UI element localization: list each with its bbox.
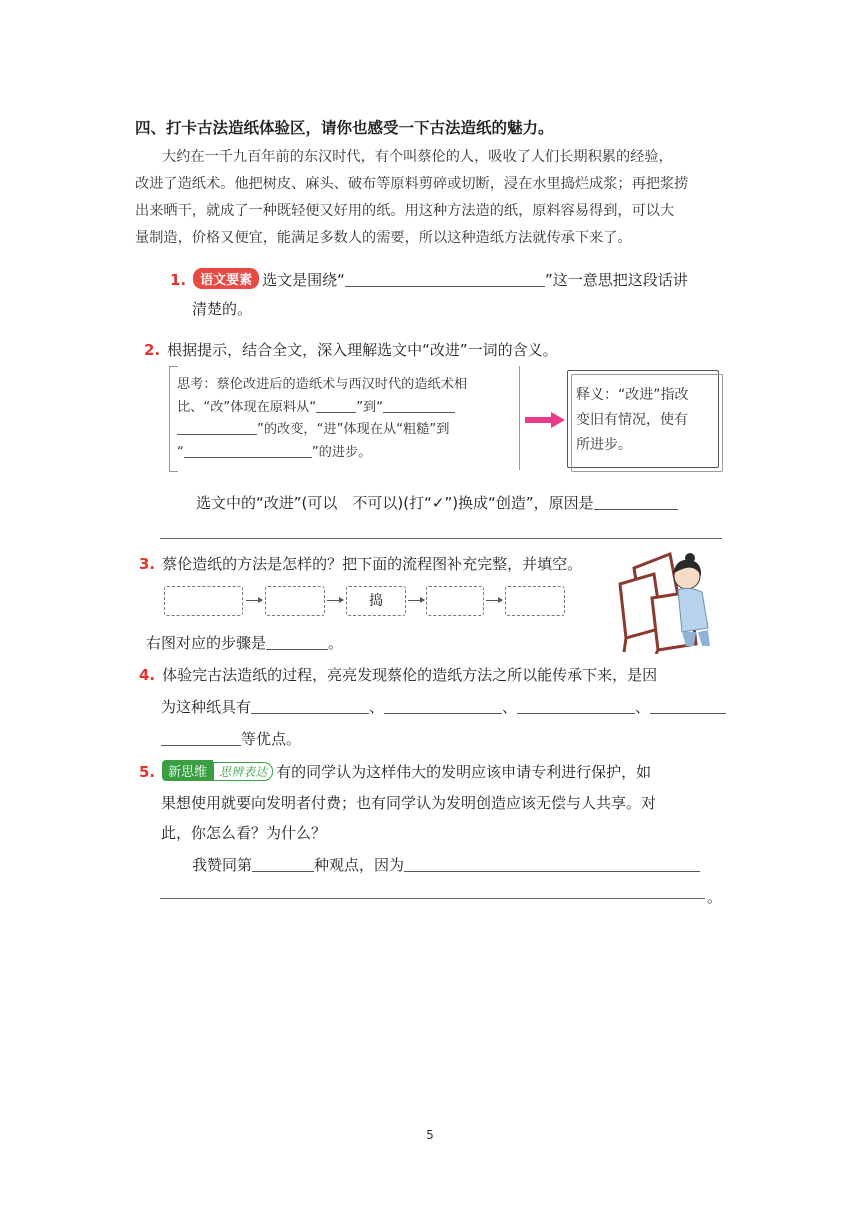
flow-arrow xyxy=(327,600,343,601)
q5-line-2: 果想使用就要向发明者付费；也有同学认为发明创造应该无偿与人共享。对 xyxy=(161,794,657,812)
think-box xyxy=(169,366,520,470)
passage-line: 量制造，价格又便宜，能满足多数人的需要，所以这种造纸方法就传承下来了。 xyxy=(135,230,632,246)
flow-box-1[interactable] xyxy=(164,586,243,616)
question-number: 2. xyxy=(144,341,161,359)
q3-step-text: 右图对应的步骤是 xyxy=(146,634,267,652)
think-line: ”的改变，“进”体现在从“粗糙”到 xyxy=(177,419,467,442)
papermaking-illustration xyxy=(612,548,724,654)
answer-line[interactable] xyxy=(160,898,705,899)
q3-step: 右图对应的步骤是 。 xyxy=(146,634,344,652)
answer-blank[interactable] xyxy=(345,272,545,287)
q5-text: 有的同学认为这样伟大的发明应该申请专利进行保护，如 xyxy=(276,763,652,781)
q2-sub-text: 选文中的“改进”(可以 不可以)(打“✓”)换成“创造”，原因是 xyxy=(196,494,594,512)
explain-line: 所进步。 xyxy=(576,437,632,453)
question-2 xyxy=(144,339,558,360)
q1-continuation: 清楚的。 xyxy=(192,300,253,318)
question-number: 3. xyxy=(139,555,156,573)
answer-blank[interactable] xyxy=(266,635,328,650)
flow-box-2[interactable] xyxy=(265,586,325,616)
q4-text: 体验完古法造纸的过程，亮亮发现蔡伦的造纸方法之所以能传承下来，是因 xyxy=(162,666,658,684)
answer-line[interactable] xyxy=(160,538,722,539)
passage-line: 大约在一千九百年前的东汉时代，有个叫蔡伦的人，吸收了人们长期积累的经验， xyxy=(161,149,673,165)
answer-blank[interactable] xyxy=(594,495,678,510)
q5-line-3: 此，你怎么看？为什么？ xyxy=(161,824,327,842)
xin-siwei-tag: 新思维 xyxy=(162,760,213,781)
flow-box-3: 捣 xyxy=(346,586,406,616)
explain-line: 变旧有情况，使有 xyxy=(576,412,688,428)
explain-line: 释义：“改进”指改 xyxy=(576,387,689,403)
think-line: 比、“改”体现在原料从“ ”到“ xyxy=(177,397,467,420)
flow-arrow xyxy=(246,600,262,601)
answer-blank[interactable] xyxy=(177,420,257,435)
think-line: “ ”的进步。 xyxy=(177,444,372,460)
q2-sub xyxy=(196,492,678,513)
answer-blank[interactable] xyxy=(517,699,635,714)
q2-text: 根据提示，结合全文，深入理解选文中“改进”一词的含义。 xyxy=(167,341,558,359)
section-heading: 四、打卡古法造纸体验区，请你也感受一下古法造纸的魅力。 xyxy=(135,119,554,137)
flow-arrow xyxy=(486,600,502,601)
flow-box-4[interactable] xyxy=(426,586,484,616)
answer-blank[interactable] xyxy=(384,699,502,714)
question-number: 4. xyxy=(139,666,156,684)
answer-blank[interactable] xyxy=(383,398,455,413)
answer-blank[interactable] xyxy=(251,699,369,714)
question-1 xyxy=(170,268,688,290)
answer-blank[interactable] xyxy=(184,443,312,458)
sibian-biaoda-tag: 思辨表达 xyxy=(213,762,273,781)
q4-line-2: 为这种纸具有 、 、 、 xyxy=(161,696,726,717)
q5-answer: 我赞同第 种观点，因为 xyxy=(192,854,700,875)
passage-line: 出来晒干，就成了一种既轻便又好用的纸。用这种方法造的纸，原料容易得到，可以大 xyxy=(135,203,675,219)
q5-end: 。 xyxy=(707,888,723,906)
passage-line: 改进了造纸术。他把树皮、麻头、破布等原料剪碎或切断，浸在水里捣烂成浆；再把浆捞 xyxy=(135,176,689,192)
question-5 xyxy=(139,760,651,782)
flow-box-5[interactable] xyxy=(505,586,565,616)
question-number: 5. xyxy=(139,763,156,781)
passage xyxy=(135,144,725,252)
answer-blank[interactable] xyxy=(252,857,314,872)
q3-text: 蔡伦造纸的方法是怎样的？把下面的流程图补充完整，并填空。 xyxy=(162,555,583,573)
answer-blank[interactable] xyxy=(161,731,241,746)
page-number: 5 xyxy=(426,1128,434,1142)
q4-line-3: 等优点。 xyxy=(161,728,301,749)
question-3 xyxy=(139,553,582,574)
flow-arrow xyxy=(408,600,424,601)
right-arrow-icon xyxy=(525,412,565,428)
question-4 xyxy=(139,664,657,685)
explanation-box xyxy=(567,370,719,468)
q1-text: 选文是围绕“ xyxy=(262,271,345,289)
question-number: 1. xyxy=(170,271,187,289)
answer-blank[interactable] xyxy=(316,398,356,413)
q1-text-end: ”这一意思把这段话讲 xyxy=(544,271,688,289)
answer-blank[interactable] xyxy=(650,699,726,714)
answer-blank[interactable] xyxy=(404,857,700,872)
think-line: 思考：蔡伦改进后的造纸术与西汉时代的造纸术相 xyxy=(177,377,468,392)
yuwen-yaosu-tag: 语文要素 xyxy=(193,268,259,289)
